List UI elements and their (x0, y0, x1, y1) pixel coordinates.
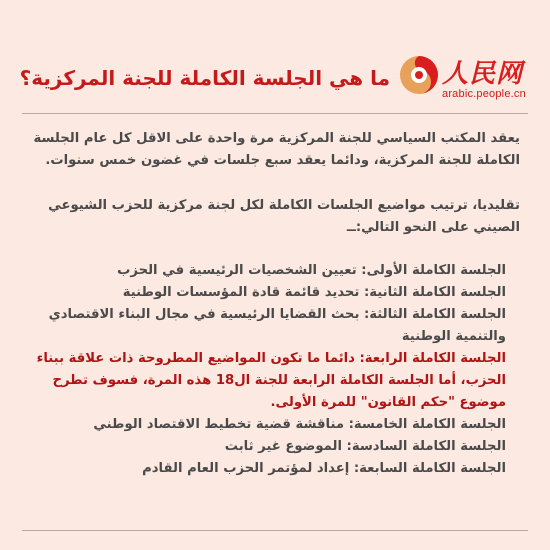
intro-paragraph: يعقد المكتب السياسي للجنة المركزية مرة واحدة على الاقل كل عام الجلسة الكاملة للجنة المركزية، ودائما يعقد سبع جلسات في غضون خمس سنوات. (33, 131, 520, 168)
session-item-3: الجلسة الكاملة الثالثة: بحث القضايا الرئيسية في مجال البناء الاقتصادي والتنمية الوطنية (48, 307, 506, 344)
logo[interactable] (398, 50, 538, 110)
logo-url[interactable]: arabic.people.cn (442, 88, 526, 100)
session-item-6: الجلسة الكاملة السادسة: الموضوع غير ثابت (224, 439, 506, 454)
session-item-5: الجلسة الكاملة الخامسة: مناقشة قضية تخطيط الاقتصاد الوطني (93, 417, 506, 432)
topics-intro-paragraph: تقليديا، ترتيب مواضيع الجلسات الكاملة لكل لجنة مركزية للحزب الشيوعي الصيني على النحو التالي:ــ (48, 198, 520, 235)
session-item-1: الجلسة الكاملة الأولى: تعيين الشخصيات الرئيسية في الحزب (117, 263, 506, 278)
logo-name: 人民网 (442, 59, 524, 89)
session-item-7: الجلسة الكاملة السابعة: إعداد لمؤتمر الحزب العام القادم (142, 461, 506, 476)
people-daily-logo-icon (398, 54, 440, 96)
divider-top (22, 113, 528, 114)
sessions-list (36, 260, 506, 480)
session-item-4-highlight: الجلسة الكاملة الرابعة: دائما ما تكون المواضيع المطروحة ذات علاقة ببناء الحزب، أما الجلسة الكاملة الرابعة للجنة ال18 هذه المرة، فسوف تطرح موضوع "حكم القانون" للمرة الأولى. (36, 351, 506, 410)
session-item-2: الجلسة الكاملة الثانية: تحديد قائمة قادة المؤسسات الوطنية (122, 285, 506, 300)
page-title: ما هي الجلسة الكاملة للجنة المركزية؟ (19, 66, 390, 90)
divider-bottom (22, 530, 528, 531)
